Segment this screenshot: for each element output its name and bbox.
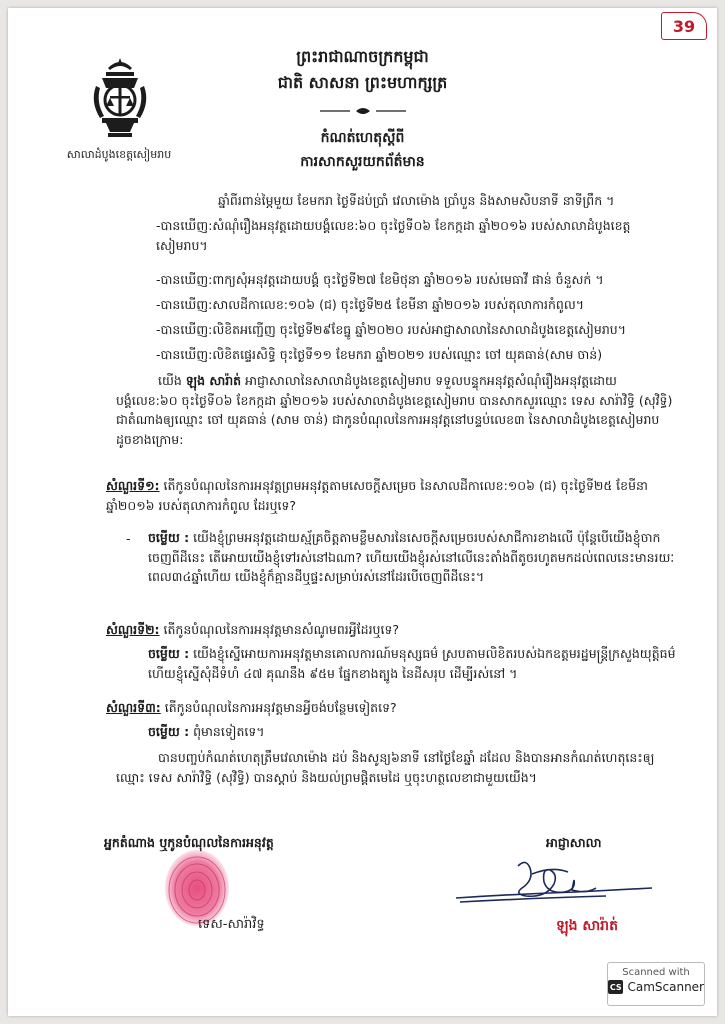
scanner-caption: Scanned with [622,967,690,978]
seen-item-2 [156,270,666,290]
answer-1 [148,528,676,587]
handwritten-signature-icon [456,854,656,910]
motto-heading: ជាតិ សាសនា ព្រះមហាក្សត្រ [277,73,448,92]
left-signature-name: ទេស-សារ៉ាវិទ្ធ [198,917,265,932]
seen-label: -បានឃើញ: [156,272,213,287]
seen-label: -បានឃើញ: [156,322,213,337]
question-text: តើកូនបំណុលនៃការអនុវត្តព្រមអនុវត្តតាមសេចក្ដីសម្រេច នៃសាលដីកាលេខ:១០៦ (ជ) ចុះថ្ងៃទី២៥ ខែមីនា ឆ្នាំ២០១៦ របស់តុលាការកំពូល ដែរឬទេ? [106,478,648,513]
left-signature-title: អ្នកតំណាង ឬកូនបំណុលនៃការអនុវត្ត [104,835,274,850]
question-text: តើកូនបំណុលនៃការអនុវត្តមានអ្វីចង់បន្ថែមទៀតទេ? [164,700,397,715]
institution-name: សាលាដំបូងខេត្តសៀមរាប [66,148,172,161]
intro-text: អាជ្ញាសាលានៃសាលាដំបូងខេត្តសៀមរាប ទទួលបន្ទុកអនុវត្តសំណុំរឿងអនុវត្តដោយបង្គំលេខ:៦០ ចុះថ្ងៃទី០៦ ខែកក្កដា ឆ្នាំ២០១៦ របស់សាលាដំបូងខេត្តសៀមរាប បានសាកសួរឈ្មោះ ទេស សារ៉ាវិទ្ធិ (សុវិទ្ធិ) ជាតំណាងឲ្យឈ្មោះ ចៅ យុគធាន់ (សាម ចាន់) ជាកូនបំណុលនៃការអនុវត្តនៅបន្ទប់លេខ៣ នៃសាលាដំបូងខេត្តសៀមរាប ដូចខាងក្រោម: [116,373,673,447]
seen-label: -បានឃើញ: [156,297,213,312]
answer-2 [148,644,676,683]
closing-paragraph: បានបញ្ចប់កំណត់ហេតុត្រឹមវេលាម៉ោង ដប់ និងសូន្យ៦នាទី នៅថ្ងៃខែឆ្នាំ ដដែល និងបានអានកំណត់ហេតុនេះឲ្យ ឈ្មោះ ទេស សារ៉ាវិទ្ធិ (សុវិទ្ធិ) បានស្ដាប់ និងយល់ព្រមផ្ដិតមេដៃ ឬចុះហត្ថលេខាជាមួយយើង។ [116,750,655,785]
seen-text: សំណុំរឿងអនុវត្តដោយបង្គំលេខ:៦០ ចុះថ្ងៃទី០៦ ខែកក្កដា ឆ្នាំ២០១៦ របស់សាលាដំបូងខេត្តសៀមរាប។ [156,218,631,253]
motto-ornament [320,100,406,108]
question-3 [106,698,676,718]
answer-text: យើងខ្ញុំស្នើអោយការអនុវត្តមានគោលការណ៍មនុស្សធម៌ ស្របតាមលិខិតរបស់ឯកឧត្តមរដ្ឋមន្ត្រីក្រសួងយុត្តិធម៌ ហើយខ្ញុំស្នើសុំដីទំហំ ៤៧ គុណនឹង ៩៥ម ផ្នែកខាងត្បូង នៃដីសរុប ដើម្បីរស់នៅ ។ [148,646,676,681]
kingdom-heading: ព្រះរាជាណាចក្រកម្ពុជា [296,47,429,66]
seen-text: ពាក្យសុំអនុវត្តដោយបង្គំ ចុះថ្ងៃទី២៧ ខែមិថុនា ឆ្នាំ២០១៦ របស់មេធាវី ផាន់ ចំនួសក់ ។ [212,272,604,287]
right-signature-title: អាជ្ញាសាលា [546,835,602,850]
scanner-brand: CamScanner [627,980,704,994]
camscanner-badge [607,962,705,1006]
page-number-tag [661,12,707,40]
answer-text: យើងខ្ញុំព្រមអនុវត្តដោយស្ម័គ្រចិត្តតាមខ្លឹមសារនៃសេចក្ដីសម្រេចរបស់សាជីការខាងលើ ប៉ុន្តែបើយើងខ្ញុំចាកចេញពីដីនេះ តើអោយយើងខ្ញុំទៅរស់នៅឯណា? ហើយយើងខ្ញុំរស់នៅលើនេះតាំងពីតូចរហូតមកដល់ពេលនេះមានរយៈពេល៣៤ឆ្នាំហើយ យើងខ្ញុំក៏គ្មានដីឬផ្ទះសម្រាប់រស់នៅដែរបើចេញពីដីនេះ។ [148,530,675,584]
seen-text: សាលដីកាលេខ:១០៦ (ជ) ចុះថ្ងៃទី២៥ ខែមីនា ឆ្នាំ២០១៦ របស់តុលាការកំពូល។ [212,297,585,312]
camscanner-logo-icon: CS [608,980,623,994]
document-page [8,8,717,1016]
question-1 [106,476,676,515]
question-2 [106,620,676,640]
opening-line: ឆ្នាំពីរពាន់ម្ភៃមួយ ខែមករា ថ្ងៃទីដប់ប្រាំ វេលាម៉ោង ប្រាំបួន និងសាមសិបនាទី នាទីព្រឹក ។ [218,193,615,208]
answer-3 [148,722,676,742]
intro-prefix: យើង [158,373,182,388]
answer-label: ចម្លើយ : [148,724,190,739]
answer-bullet: - [126,531,131,546]
answer-label: ចម្លើយ : [148,646,190,661]
seen-item-1 [156,216,666,255]
seen-text: លិខិតអញ្ជើញ ចុះថ្ងៃទី២៩ខែធ្នូ ឆ្នាំ២០២០ របស់អាជ្ញាសាលានៃសាលាដំបូងខេត្តសៀមរាប។ [212,322,626,337]
right-signature-name: ឡុង សារ៉ាត់ [556,918,618,934]
answer-text: ពុំមានទៀតទេ។ [193,724,265,739]
seen-item-4 [156,320,676,340]
document-title-line1: កំណត់ហេតុស្ដីពី [320,130,405,146]
answer-label: ចម្លើយ : [148,530,190,545]
seen-item-5 [156,345,681,365]
seen-label: -បានឃើញ: [156,347,213,362]
seen-item-3 [156,295,666,315]
page-number: 39 [672,16,696,36]
question-label: សំណួរទី១: [106,478,160,493]
intro-paragraph [116,371,676,449]
question-label: សំណួរទី៣: [106,700,161,715]
seen-label: -បានឃើញ: [156,218,213,233]
question-label: សំណួរទី២: [106,622,160,637]
judge-name: ឡុង សារ៉ាត់ [185,373,242,388]
seen-text: លិខិតផ្ទេរសិទ្ធិ ចុះថ្ងៃទី១១ ខែមករា ឆ្នាំ២០២១ របស់ឈ្មោះ ចៅ យុគធាន់(សាម ចាន់) [212,347,603,362]
document-title-line2: ការសាកសួរយកព័ត៌មាន [300,154,425,170]
question-text: តើកូនបំណុលនៃការអនុវត្តមានសំណូមពរអ្វីដែរឬទេ? [163,622,400,637]
